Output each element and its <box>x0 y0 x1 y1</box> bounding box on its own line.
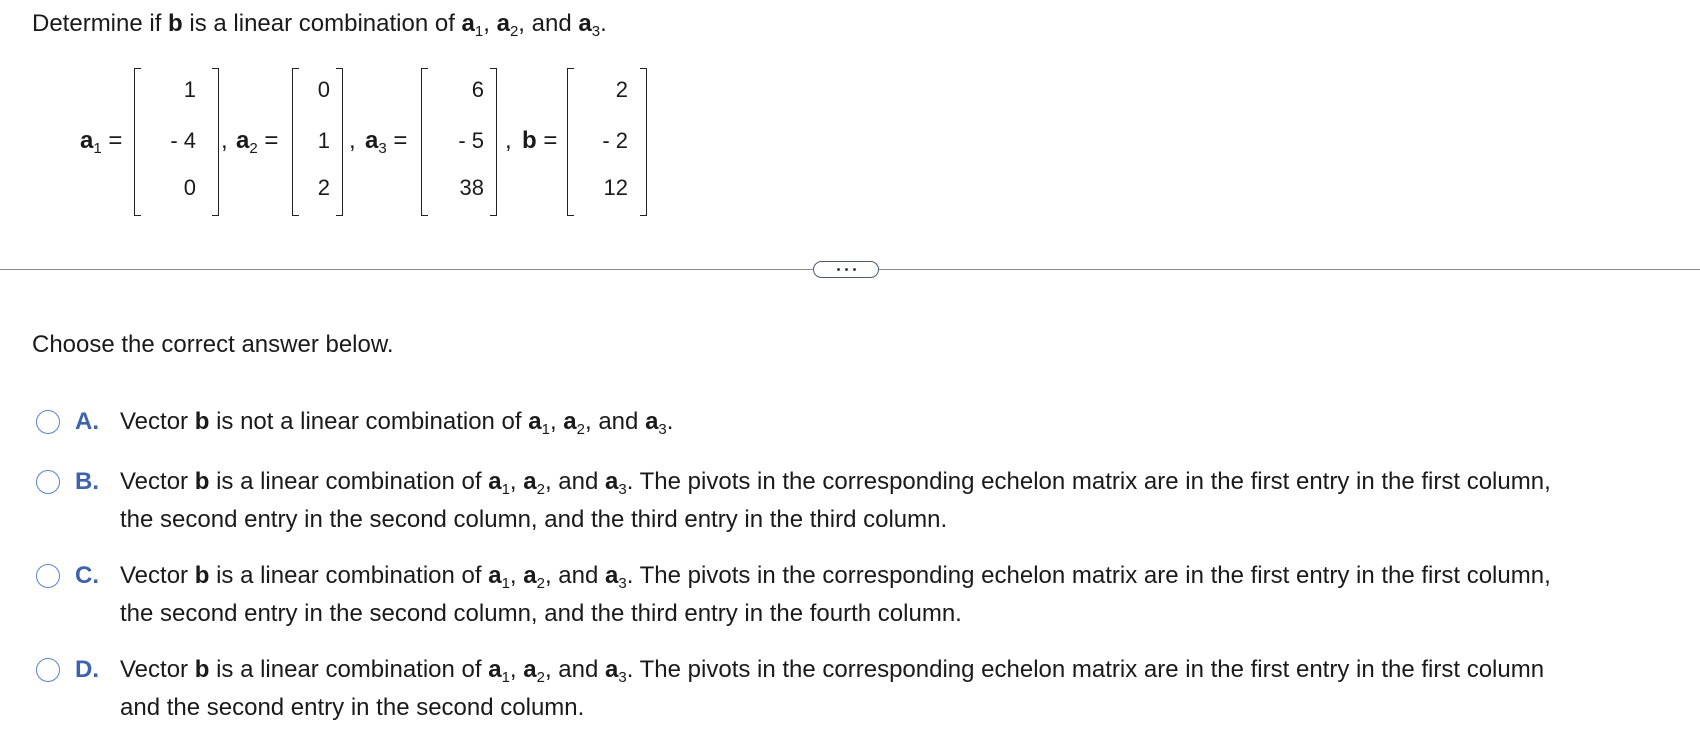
comma: , <box>221 127 228 154</box>
separator: , and <box>544 562 599 589</box>
vector-symbol: a <box>488 562 502 589</box>
equals-sign: = <box>393 127 408 154</box>
subscript: 2 <box>536 481 545 498</box>
right-bracket <box>212 68 219 216</box>
vector-symbol: a <box>523 562 537 589</box>
text: . <box>666 408 674 435</box>
question-mid: is a linear combination of <box>189 10 455 37</box>
subscript: 3 <box>658 421 667 438</box>
left-bracket <box>134 68 141 216</box>
equals-sign: = <box>543 127 558 154</box>
subscript: 3 <box>378 140 387 157</box>
matrix-entry: 1 <box>183 77 196 102</box>
subscript: 1 <box>93 140 102 157</box>
ellipsis-icon <box>845 268 848 271</box>
text: is a linear combination of <box>216 656 482 683</box>
vector-a-symbol: a <box>461 10 475 37</box>
separator: , and <box>544 656 599 683</box>
separator: , <box>549 408 557 435</box>
matrix-entry: 6 <box>471 77 484 102</box>
right-bracket <box>336 68 343 216</box>
radio-button[interactable] <box>36 410 60 434</box>
text: is a linear combination of <box>216 468 482 495</box>
subscript: 2 <box>509 23 519 40</box>
matrix-entry: 0 <box>317 77 330 102</box>
vector-symbol: a <box>605 468 619 495</box>
separator: , <box>509 562 517 589</box>
vector-a1-label <box>80 126 122 156</box>
subscript: 3 <box>618 669 627 686</box>
vector-symbol: a <box>236 127 250 154</box>
right-bracket <box>490 68 497 216</box>
vector-symbol: a <box>605 656 619 683</box>
separator: , <box>483 10 490 37</box>
vector-symbol: a <box>523 468 537 495</box>
matrix-entry: 0 <box>183 175 196 200</box>
vector-symbol: a <box>80 127 94 154</box>
subscript: 3 <box>591 23 601 40</box>
matrix-entry: - 5 <box>458 128 484 153</box>
option-text <box>120 463 1700 539</box>
text: and the second entry in the second column. <box>120 694 585 721</box>
radio-button[interactable] <box>36 564 60 588</box>
vector-symbol: b <box>522 127 537 154</box>
subscript: 1 <box>501 669 510 686</box>
subscript: 1 <box>541 421 550 438</box>
matrix-entry: 1 <box>317 128 330 153</box>
matrix-entry: 2 <box>317 175 330 200</box>
radio-button[interactable] <box>36 658 60 682</box>
option-text <box>120 557 1700 633</box>
separator: , and <box>585 408 639 435</box>
right-bracket <box>640 68 647 216</box>
ellipsis-icon <box>837 268 840 271</box>
vector-symbol: b <box>194 656 210 683</box>
subscript: 1 <box>501 575 510 592</box>
text: Vector <box>120 468 189 495</box>
matrix-entry: 12 <box>603 175 628 200</box>
comma: , <box>505 127 512 154</box>
question-prefix: Determine if <box>32 10 162 37</box>
option-letter: D. <box>75 656 99 683</box>
vector-symbol: b <box>194 468 210 495</box>
period: . <box>600 10 607 37</box>
vector-a2-label <box>236 126 278 156</box>
option-letter: C. <box>75 562 99 589</box>
separator: , and <box>518 10 572 37</box>
vector-b-symbol: b <box>168 10 183 37</box>
subscript: 2 <box>536 669 545 686</box>
left-bracket <box>421 68 428 216</box>
comma: , <box>349 127 356 154</box>
separator: , <box>509 656 517 683</box>
subscript: 1 <box>501 481 510 498</box>
separator: , <box>509 468 517 495</box>
option-text <box>120 403 1700 441</box>
left-bracket <box>292 68 299 216</box>
vector-symbol: a <box>488 656 502 683</box>
text: . The pivots in the corresponding echelon matrix are in the first entry in the first column, <box>626 562 1551 589</box>
text: the second entry in the second column, and the third entry in the third column. <box>120 506 948 533</box>
vector-symbol: a <box>365 127 379 154</box>
subscript: 2 <box>576 421 585 438</box>
vector-symbol: b <box>194 562 210 589</box>
text: Vector <box>120 562 189 589</box>
vector-symbol: b <box>194 408 210 435</box>
vector-symbol: a <box>488 468 502 495</box>
matrix-entry: - 2 <box>602 128 628 153</box>
radio-button[interactable] <box>36 470 60 494</box>
vector-symbol: a <box>605 562 619 589</box>
option-text <box>120 651 1700 727</box>
equals-sign: = <box>108 127 123 154</box>
vector-symbol: a <box>645 408 659 435</box>
show-more-button[interactable] <box>813 261 879 278</box>
matrix-entry: 2 <box>615 77 628 102</box>
vector-symbol: a <box>528 408 542 435</box>
vector-symbol: a <box>523 656 537 683</box>
text: is not a linear combination of <box>216 408 522 435</box>
separator: , and <box>544 468 599 495</box>
subscript: 1 <box>474 23 484 40</box>
text: . The pivots in the corresponding echelon matrix are in the first entry in the first column <box>626 656 1545 683</box>
subscript: 2 <box>536 575 545 592</box>
matrix-entry: 38 <box>459 175 484 200</box>
matrix-entry: - 4 <box>170 128 196 153</box>
vector-b-label <box>522 126 557 156</box>
vector-a-symbol: a <box>578 10 592 37</box>
text: Vector <box>120 656 189 683</box>
equals-sign: = <box>264 127 279 154</box>
vector-a3-label <box>365 126 407 156</box>
subscript: 2 <box>249 140 258 157</box>
answer-prompt: Choose the correct answer below. <box>32 331 394 358</box>
vector-a-symbol: a <box>496 10 510 37</box>
ellipsis-icon <box>853 268 856 271</box>
vector-symbol: a <box>563 408 577 435</box>
text: the second entry in the second column, and the third entry in the fourth column. <box>120 600 962 627</box>
option-letter: A. <box>75 408 99 435</box>
question-text <box>32 8 607 40</box>
subscript: 3 <box>618 481 627 498</box>
text: . The pivots in the corresponding echelon matrix are in the first entry in the first column, <box>626 468 1551 495</box>
text: Vector <box>120 408 189 435</box>
subscript: 3 <box>618 575 627 592</box>
option-letter: B. <box>75 468 99 495</box>
text: is a linear combination of <box>216 562 482 589</box>
left-bracket <box>567 68 574 216</box>
